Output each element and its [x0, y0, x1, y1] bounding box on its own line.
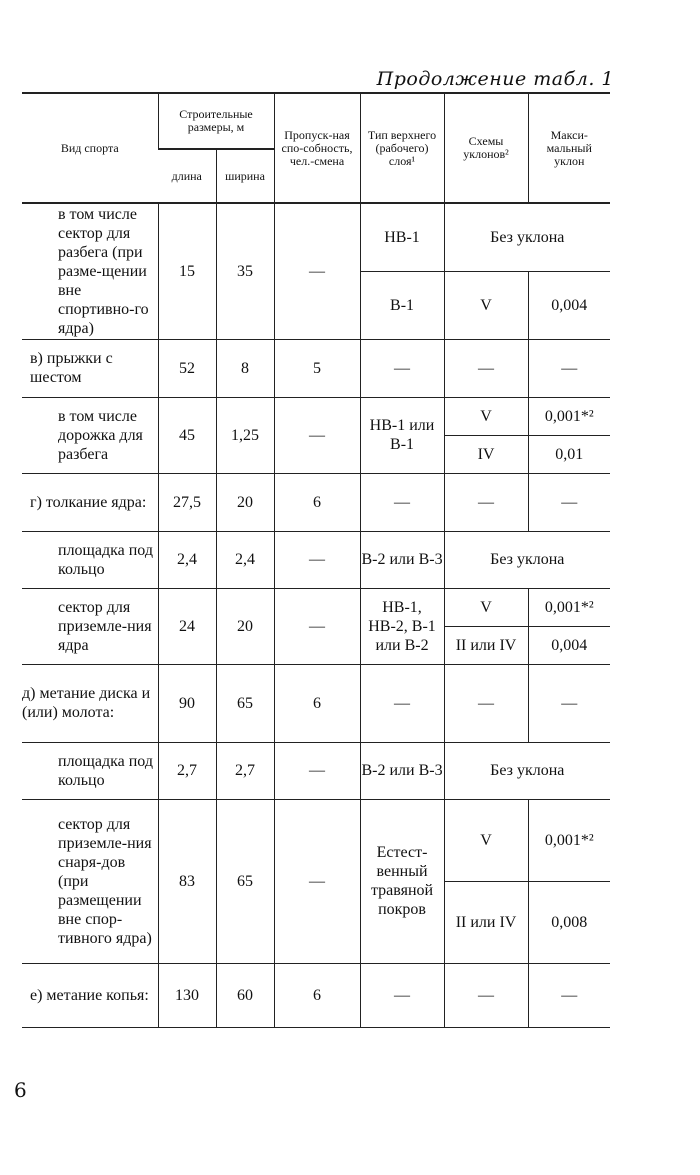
cell-scheme: V	[444, 271, 528, 339]
table-row	[22, 397, 610, 435]
cell-length: 130	[158, 963, 216, 1027]
page-number: 6	[14, 1078, 27, 1102]
cell-max-slope: —	[528, 664, 610, 742]
cell-scheme: IV	[444, 435, 528, 473]
cell-capacity: —	[274, 531, 360, 588]
cell-scheme: —	[444, 664, 528, 742]
cell-max-slope: —	[528, 473, 610, 531]
table-row	[22, 799, 610, 881]
cell-layer: НВ-1, НВ-2, В-1 или В-2	[360, 588, 444, 664]
cell-max-slope: 0,008	[528, 881, 610, 963]
sports-table	[22, 92, 610, 1028]
cell-length: 83	[158, 799, 216, 963]
table-row	[22, 664, 610, 742]
cell-layer: НВ-1 или В-1	[360, 397, 444, 473]
cell-max-slope: 0,004	[528, 271, 610, 339]
cell-length: 45	[158, 397, 216, 473]
cell-scheme: —	[444, 473, 528, 531]
table-row	[22, 473, 610, 531]
cell-width: 8	[216, 339, 274, 397]
row-name: в том числе сектор для разбега (при разме-щении вне спортивно-го ядра)	[22, 203, 158, 339]
cell-capacity: —	[274, 203, 360, 339]
cell-max-slope: —	[528, 963, 610, 1027]
table-body	[22, 203, 610, 1027]
cell-max-slope: 0,001*²	[528, 397, 610, 435]
header-length: длина	[158, 149, 216, 203]
table-caption: Продолжение табл. 1	[376, 68, 614, 90]
cell-capacity: —	[274, 588, 360, 664]
table-row	[22, 742, 610, 799]
header-scheme: Схемы уклонов²	[444, 93, 528, 203]
cell-capacity: 6	[274, 664, 360, 742]
cell-max-slope: 0,001*²	[528, 588, 610, 626]
cell-scheme: V	[444, 588, 528, 626]
cell-capacity: 6	[274, 473, 360, 531]
cell-scheme: V	[444, 799, 528, 881]
cell-max-slope: 0,004	[528, 626, 610, 664]
cell-scheme: —	[444, 963, 528, 1027]
table-row	[22, 339, 610, 397]
cell-width: 1,25	[216, 397, 274, 473]
row-name: площадка под кольцо	[22, 531, 158, 588]
cell-layer: —	[360, 664, 444, 742]
cell-length: 2,7	[158, 742, 216, 799]
cell-scheme: II или IV	[444, 626, 528, 664]
table-row	[22, 588, 610, 626]
cell-layer: В-2 или В-3	[360, 531, 444, 588]
cell-width: 60	[216, 963, 274, 1027]
cell-max-slope: —	[528, 339, 610, 397]
cell-layer: В-2 или В-3	[360, 742, 444, 799]
cell-width: 2,7	[216, 742, 274, 799]
table-row	[22, 963, 610, 1027]
cell-width: 20	[216, 473, 274, 531]
row-name: площадка под кольцо	[22, 742, 158, 799]
row-name: в) прыжки с шестом	[22, 339, 158, 397]
cell-width: 20	[216, 588, 274, 664]
cell-length: 2,4	[158, 531, 216, 588]
row-name: д) метание диска и (или) молота:	[22, 664, 158, 742]
cell-max-slope: 0,01	[528, 435, 610, 473]
cell-length: 15	[158, 203, 216, 339]
table-header	[22, 93, 610, 203]
row-name: сектор для приземле-ния снаря-дов (при размещении вне спор-тивного ядра)	[22, 799, 158, 963]
cell-length: 52	[158, 339, 216, 397]
cell-width: 65	[216, 799, 274, 963]
cell-layer: НВ-1	[360, 203, 444, 271]
header-dimensions: Строительные размеры, м	[158, 93, 274, 149]
header-width: ширина	[216, 149, 274, 203]
header-max-slope: Макси-мальный уклон	[528, 93, 610, 203]
header-sport: Вид спорта	[22, 93, 158, 203]
header-layer: Тип верхнего (рабочего) слоя¹	[360, 93, 444, 203]
row-name: г) толкание ядра:	[22, 473, 158, 531]
cell-scheme: V	[444, 397, 528, 435]
cell-capacity: 6	[274, 963, 360, 1027]
cell-length: 24	[158, 588, 216, 664]
cell-layer: —	[360, 473, 444, 531]
row-name: сектор для приземле-ния ядра	[22, 588, 158, 664]
cell-scheme: —	[444, 339, 528, 397]
sports-table-container	[22, 92, 610, 1028]
cell-layer: В-1	[360, 271, 444, 339]
cell-layer: —	[360, 339, 444, 397]
table-row	[22, 531, 610, 588]
cell-layer: Естест-венный травяной покров	[360, 799, 444, 963]
cell-scheme: Без уклона	[444, 531, 610, 588]
cell-width: 65	[216, 664, 274, 742]
cell-scheme: II или IV	[444, 881, 528, 963]
cell-capacity: —	[274, 397, 360, 473]
table-row	[22, 203, 610, 271]
cell-width: 2,4	[216, 531, 274, 588]
cell-scheme: Без уклона	[444, 203, 610, 271]
cell-capacity: —	[274, 742, 360, 799]
cell-capacity: 5	[274, 339, 360, 397]
cell-layer: —	[360, 963, 444, 1027]
row-name: в том числе дорожка для разбега	[22, 397, 158, 473]
cell-scheme: Без уклона	[444, 742, 610, 799]
cell-length: 90	[158, 664, 216, 742]
cell-length: 27,5	[158, 473, 216, 531]
row-name: е) метание копья:	[22, 963, 158, 1027]
cell-max-slope: 0,001*²	[528, 799, 610, 881]
cell-width: 35	[216, 203, 274, 339]
header-capacity: Пропуск-ная спо-собность, чел.-смена	[274, 93, 360, 203]
cell-capacity: —	[274, 799, 360, 963]
